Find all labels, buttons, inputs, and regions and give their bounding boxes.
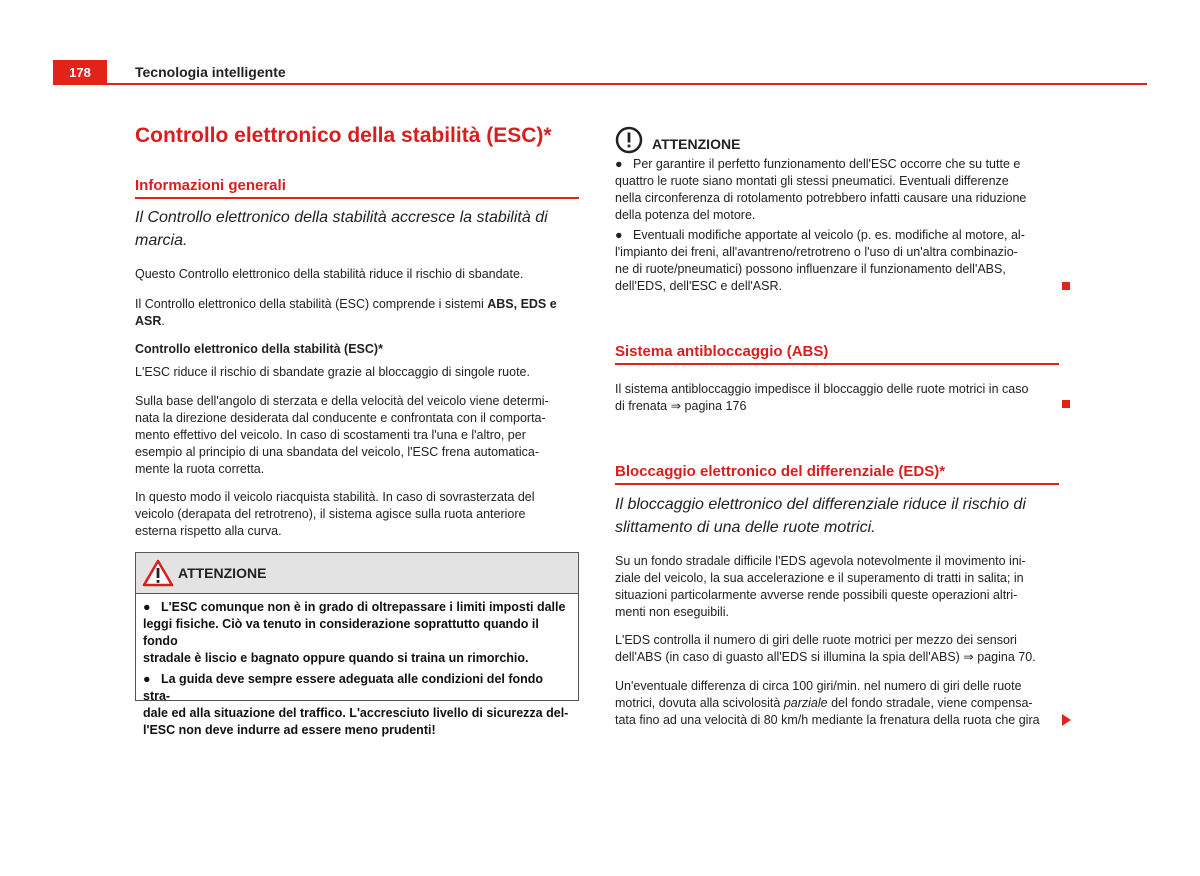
paragraph-3: L'ESC riduce il rischio di sbandate grazie al bloccaggio di singole ruote. bbox=[135, 365, 530, 379]
attention-item-line: Per garantire il perfetto funzionamento dell'ESC occorre che su tutte e bbox=[633, 157, 1021, 171]
attention-title: ATTENZIONE bbox=[652, 136, 741, 152]
paragraph-4 bbox=[135, 393, 585, 478]
eds-paragraph-line: dell'ABS (in caso di guasto all'EDS si illumina la spia dell'ABS) ⇒ pagina 70. bbox=[615, 650, 1036, 664]
eds-intro bbox=[615, 493, 1065, 539]
eds-paragraph-line: situazioni particolarmente avverse rende possibili queste operazioni altri- bbox=[615, 588, 1018, 602]
bullet: ● bbox=[143, 600, 151, 614]
attention-item bbox=[615, 156, 1063, 224]
warning-item-line: La guida deve sempre essere adeguata alle condizioni del fondo stra- bbox=[143, 672, 544, 703]
attention-item bbox=[615, 227, 1063, 295]
attention-item-line: Eventuali modifiche apportate al veicolo (p. es. modifiche al motore, al- bbox=[633, 228, 1025, 242]
attention-item-line: della potenza del motore. bbox=[615, 208, 756, 222]
bullet: ● bbox=[143, 672, 151, 686]
paragraph-2 bbox=[135, 296, 579, 330]
attention-item-line: nella circonferenza di rotolamento potrebbero infatti causare una riduzione bbox=[615, 191, 1027, 205]
paragraph-5-line: In questo modo il veicolo riacquista stabilità. In caso di sovrasterzata del bbox=[135, 490, 535, 504]
eds-paragraph-line: Su un fondo stradale difficile l'EDS agevola notevolmente il movimento ini- bbox=[615, 554, 1026, 568]
exclamation-circle-icon bbox=[615, 126, 643, 154]
eds-paragraph-line: menti non eseguibili. bbox=[615, 605, 729, 619]
warning-item-line: leggi fisiche. Ciò va tenuto in considerazione soprattutto quando il fondo bbox=[143, 617, 539, 648]
attention-list bbox=[615, 156, 1063, 298]
paragraph-5 bbox=[135, 489, 585, 540]
warning-item-line: stradale è liscio e bagnato oppure quando si traina un rimorchio. bbox=[143, 651, 529, 665]
eds-paragraph-line: tata fino ad una velocità di 80 km/h mediante la frenatura della ruota che gira bbox=[615, 713, 1040, 727]
paragraph-2-bold-asr: ASR bbox=[135, 314, 162, 328]
attention-item-line: quattro le ruote siano montati gli stessi pneumatici. Eventuali differenze bbox=[615, 174, 1009, 188]
eds-paragraph-line: Un'eventuale differenza di circa 100 giri/min. nel numero di giri delle ruote bbox=[615, 679, 1022, 693]
paragraph-2-text: Il Controllo elettronico della stabilità (ESC) comprende i sistemi bbox=[135, 297, 488, 311]
end-of-section-marker bbox=[1062, 400, 1070, 408]
paragraph-1: Questo Controllo elettronico della stabilità riduce il rischio di sbandate. bbox=[135, 267, 524, 281]
paragraph-4-line: esempio al principio di una sbandata del veicolo, l'ESC frena automatica- bbox=[135, 445, 540, 459]
warning-title: ATTENZIONE bbox=[178, 565, 267, 581]
abs-paragraph-line: Il sistema antibloccaggio impedisce il bloccaggio delle ruote motrici in caso bbox=[615, 382, 1029, 396]
warning-item-line: l'ESC non deve indurre ad essere meno prudenti! bbox=[143, 723, 436, 737]
warning-triangle-icon bbox=[142, 559, 174, 587]
eds-paragraph-line: ziale del veicolo, la sua accelerazione e il superamento di tratti in salita; in bbox=[615, 571, 1024, 585]
warning-box bbox=[135, 552, 579, 737]
paragraph-4-line: nata la direzione desiderata dal conducente e confrontata con il comporta- bbox=[135, 411, 546, 425]
paragraph-5-line: veicolo (derapata del retrotreno), il sistema agisce sulla ruota anteriore bbox=[135, 507, 526, 521]
warning-item-line: L'ESC comunque non è in grado di oltrepassare i limiti imposti dalle bbox=[161, 600, 566, 614]
paragraph-4-line: mente la ruota corretta. bbox=[135, 462, 265, 476]
eds-paragraph-text: del fondo stradale, viene compensa- bbox=[827, 696, 1033, 710]
attention-item-line: dell'EDS, dell'ESC e dell'ASR. bbox=[615, 279, 782, 293]
attention-item-line: ne di ruote/pneumatici) possono influenzare il funzionamento dell'ABS, bbox=[615, 262, 1006, 276]
header-rule bbox=[53, 83, 1147, 85]
paragraph-5-line: esterna rispetto alla curva. bbox=[135, 524, 282, 538]
subheading-esc: Controllo elettronico della stabilità (ESC)* bbox=[135, 342, 383, 356]
page-title: Controllo elettronico della stabilità (ESC)* bbox=[135, 124, 552, 147]
continue-arrow-icon bbox=[1062, 714, 1071, 726]
paragraph-2-end: . bbox=[161, 314, 165, 328]
intro-text: Il Controllo elettronico della stabilità accresce la stabilità di marcia. bbox=[135, 209, 548, 249]
warning-item bbox=[143, 599, 571, 667]
eds-paragraph-line: L'EDS controlla il numero di giri delle ruote motrici per mezzo dei sensori bbox=[615, 633, 1017, 647]
eds-paragraph-line bbox=[615, 695, 1065, 712]
section-heading-abs: Sistema antibloccaggio (ABS) bbox=[615, 343, 1059, 365]
bullet: ● bbox=[615, 157, 623, 171]
warning-header bbox=[136, 553, 578, 594]
paragraph-4-line: Sulla base dell'angolo di sterzata e della velocità del veicolo viene determi- bbox=[135, 394, 549, 408]
warning-body bbox=[136, 594, 578, 739]
eds-paragraph-text: motrici, dovuta alla scivolosità bbox=[615, 696, 784, 710]
paragraph-2-bold-systems: ABS, EDS e bbox=[487, 297, 557, 311]
eds-paragraph-3 bbox=[615, 678, 1065, 729]
warning-item bbox=[143, 671, 571, 739]
paragraph-4-line: mento effettivo del veicolo. In caso di scostamenti tra l'una e l'altro, per bbox=[135, 428, 526, 442]
bullet: ● bbox=[615, 228, 623, 242]
attention-item-line: l'impianto dei freni, all'avantreno/retrotreno o l'uso di un'altra combinazio- bbox=[615, 245, 1018, 259]
warning-item-line: dale ed alla situazione del traffico. L'accresciuto livello di sicurezza del- bbox=[143, 706, 569, 720]
end-of-section-marker bbox=[1062, 282, 1070, 290]
running-title: Tecnologia intelligente bbox=[135, 64, 286, 80]
eds-paragraph-1 bbox=[615, 553, 1065, 621]
eds-intro-line: Il bloccaggio elettronico del differenziale riduce il rischio di bbox=[615, 496, 1026, 513]
page-number: 178 bbox=[53, 60, 107, 85]
eds-paragraph-2 bbox=[615, 632, 1070, 666]
abs-paragraph bbox=[615, 381, 1065, 415]
section-heading-eds: Bloccaggio elettronico del differenziale (EDS)* bbox=[615, 463, 1059, 485]
section-heading-general: Informazioni generali bbox=[135, 177, 579, 199]
eds-intro-line: slittamento di una delle ruote motrici. bbox=[615, 519, 876, 536]
abs-paragraph-line: di frenata ⇒ pagina 176 bbox=[615, 399, 747, 413]
eds-paragraph-italic: parziale bbox=[783, 696, 828, 710]
